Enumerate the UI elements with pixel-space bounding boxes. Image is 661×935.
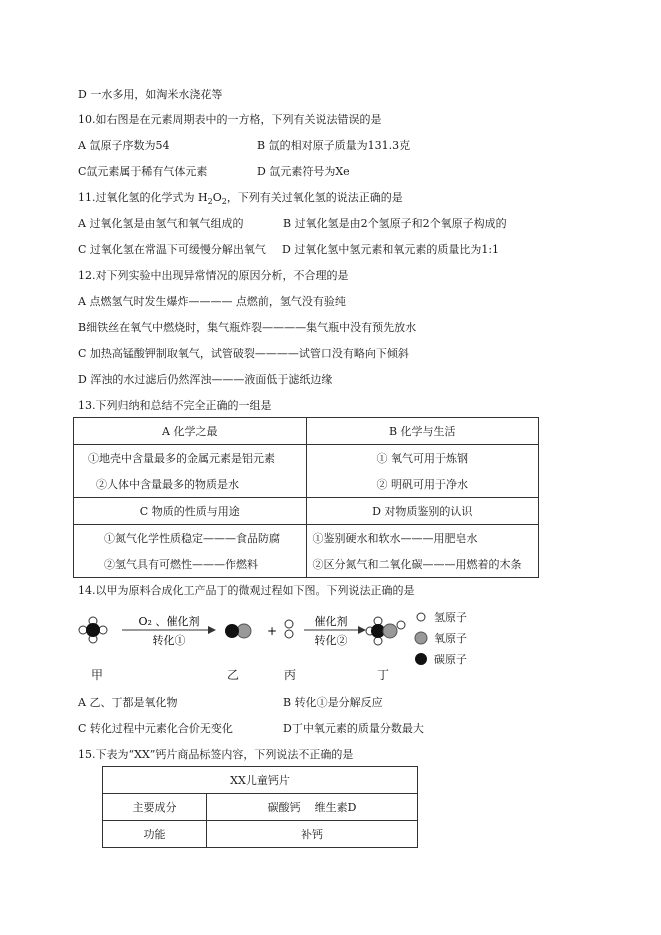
molecule-yi: [225, 624, 251, 638]
carbon-atom-icon: [414, 652, 428, 666]
q13-d-item1: ①鉴别硬水和软水———用肥皂水: [306, 525, 539, 552]
q11-option-c: C 过氧化氢在常温下可缓慢分解出氧气: [78, 243, 266, 256]
q11-stem-pre: 11.过氧化氢的化学式为 H: [78, 191, 208, 204]
q15-row2-value: 补钙: [207, 821, 418, 848]
arrow-2-head: [358, 626, 366, 634]
q13-b-item1: ① 氧气可用于炼钢: [306, 445, 539, 472]
q15-label-table: [102, 766, 418, 848]
q14-option-d: D丁中氧元素的质量分数最大: [283, 722, 424, 735]
q15-row1-value: 碳酸钙 维生素D: [207, 794, 418, 821]
q15-stem: 15.下表为“XX”钙片商品标签内容，下列说法不正确的是: [78, 748, 354, 761]
label-jia: 甲: [91, 668, 104, 682]
q10-option-b: B 氙的相对原子质量为131.3克: [257, 139, 411, 152]
q11-formula-sub2: 2: [221, 197, 227, 207]
label-yi: 乙: [227, 668, 240, 682]
q13-a-item1: ①地壳中含量最多的金属元素是铝元素: [74, 445, 307, 472]
q11-option-a: A 过氧化氢是由氢气和氧气组成的: [78, 217, 244, 230]
q13-a-head: A 化学之最: [74, 418, 307, 445]
q14-option-b: B 转化①是分解反应: [283, 696, 383, 709]
q13-d-head: D 对物质鉴别的认识: [306, 498, 539, 525]
arrow-2-top-label: 催化剂: [314, 615, 348, 628]
q13-c-head: C 物质的性质与用途: [74, 498, 307, 525]
legend-oxygen-label: 氧原子: [434, 631, 467, 645]
molecule-bing: [285, 620, 293, 638]
q11-stem: [78, 189, 403, 206]
q10-stem: 10.如右图是在元素周期表中的一方格，下列有关说法错误的是: [78, 113, 382, 126]
q15-row1-label: 主要成分: [103, 794, 207, 821]
q13-stem: 13.下列归纳和总结不完全正确的一组是: [78, 399, 272, 412]
hydrogen-atom-icon: [414, 610, 428, 624]
q10-option-a: A 氙原子序数为54: [78, 139, 170, 152]
q11-formula-sub1: 2: [207, 197, 213, 207]
q13-c-item2: ②氢气具有可燃性———作燃料: [74, 551, 307, 578]
q13-d-item2: ②区分氮气和二氧化碳———用燃着的木条: [306, 551, 539, 578]
legend-hydrogen-label: 氢原子: [434, 610, 467, 624]
q14-stem: 14.以甲为原料合成化工产品丁的微观过程如下图。下列说法正确的是: [78, 584, 415, 597]
q11-option-d: D 过氧化氢中氢元素和氧元素的质量比为1:1: [282, 243, 500, 256]
label-ding: 丁: [377, 668, 390, 682]
q9-option-d: D 一水多用，如淘米水浇花等: [78, 88, 223, 101]
arrow-1-bottom-label: 转化①: [152, 634, 186, 647]
q11-formula-o: O: [212, 191, 222, 204]
oxygen-atom-icon: [414, 631, 428, 645]
q10-option-d: D 氙元素符号为Xe: [257, 165, 350, 178]
q12-option-a: A 点燃氢气时发生爆炸———— 点燃前，氢气没有验纯: [78, 295, 346, 308]
q15-table-title: XX儿童钙片: [103, 767, 418, 794]
q11-stem-post: ，下列有关过氧化氢的说法正确的是: [226, 191, 403, 204]
q12-stem: 12.对下列实验中出现异常情况的原因分析，不合理的是: [78, 269, 349, 282]
q12-option-d: D 浑浊的水过滤后仍然浑浊———液面低于滤纸边缘: [78, 373, 333, 386]
arrow-1-head: [208, 626, 216, 634]
legend-carbon-label: 碳原子: [434, 652, 467, 666]
q14-option-a: A 乙、丁都是氧化物: [78, 696, 178, 709]
q12-option-b: B细铁丝在氧气中燃烧时，集气瓶炸裂————集气瓶中没有预先放水: [78, 321, 417, 334]
legend-row-carbon: [414, 648, 467, 669]
legend-row-oxygen: [414, 627, 467, 648]
q13-table: [73, 417, 539, 578]
molecule-ding: [366, 617, 405, 645]
q13-b-item2: ② 明矾可用于净水: [306, 471, 539, 498]
arrow-2-bottom-label: 转化②: [314, 634, 348, 647]
q13-c-item1: ①氮气化学性质稳定———食品防腐: [74, 525, 307, 552]
q15-row2-label: 功能: [103, 821, 207, 848]
molecule-jia: [79, 617, 107, 643]
q14-option-c: C 转化过程中元素化合价无变化: [78, 722, 233, 735]
q12-option-c: C 加热高锰酸钾制取氧气，试管破裂————试管口没有略向下倾斜: [78, 347, 409, 360]
legend-row-hydrogen: [414, 606, 467, 627]
q10-option-c: C氙元素属于稀有气体元素: [78, 165, 208, 178]
q13-b-head: B 化学与生活: [306, 418, 539, 445]
plus-sign: +: [266, 624, 278, 638]
q13-a-item2: ②人体中含量最多的物质是水: [74, 471, 307, 498]
atom-legend: [414, 606, 467, 669]
q11-option-b: B 过氧化氢是由2个氢原子和2个氧原子构成的: [283, 217, 507, 230]
arrow-1-top-label: O₂ 、催化剂: [138, 615, 200, 628]
label-bing: 丙: [284, 668, 297, 682]
